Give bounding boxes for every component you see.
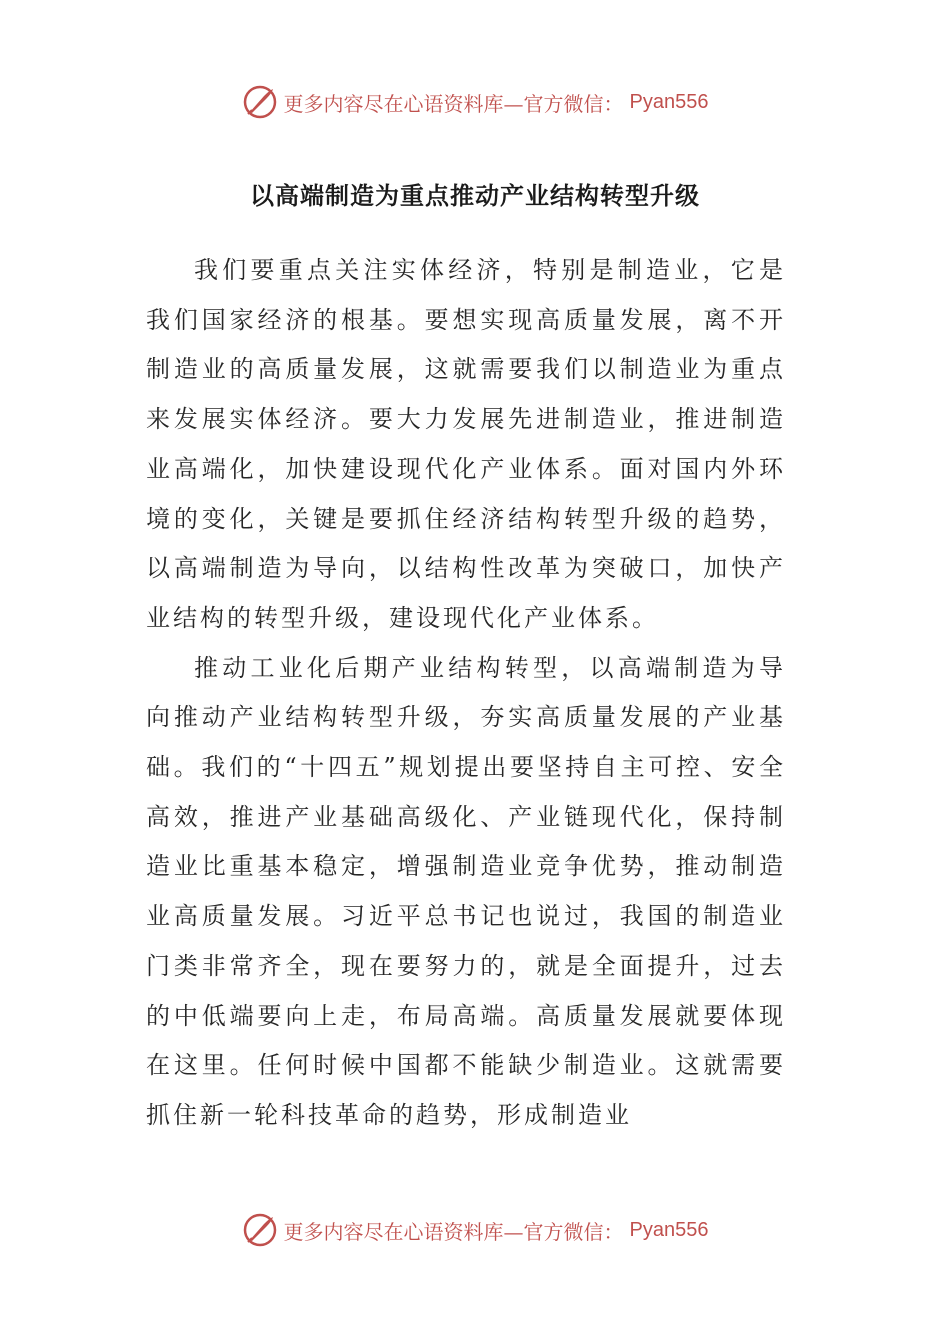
paragraph-1: 我们要重点关注实体经济，特别是制造业，它是我们国家经济的根基。要想实现高质量发展，离不开制造业的高质量发展，这就需要我们以制造业为重点来发展实体经济。要大力发展先进制造业，推进制造业高端化，加快建设现代化产业体系。面对国内外环境的变化，关键是要抓住经济结构转型升级的趋势，以高端制造为导向，以结构性改革为突破口，加快产业结构的转型升级，建设现代化产业体系。	[146, 256, 786, 632]
watermark-text: 更多内容尽在心语资料库—官方微信：	[283, 1219, 624, 1244]
footer-watermark	[0, 1210, 950, 1250]
header-watermark	[0, 82, 950, 122]
paragraph-2: 推动工业化后期产业结构转型，以高端制造为导向推动产业结构转型升级，夯实高质量发展的产业基础。我们的“十四五”规划提出要坚持自主可控、安全高效，推进产业基础高级化、产业链现代化，保持制造业比重基本稳定，增强制造业竞争优势，推动制造业高质量发展。习近平总书记也说过，我国的制造业门类非常齐全，现在要努力的，就是全面提升，过去的中低端要向上走，布局高端。高质量发展就要体现在这里。任何时候中国都不能缺少制造业。这就需要抓住新一轮科技革命的趋势，形成制造业	[146, 653, 786, 1129]
document-body	[146, 246, 786, 1141]
quill-pen-logo-icon	[242, 1212, 278, 1248]
watermark-wechat-id: Pyan556	[629, 1218, 709, 1241]
watermark-text: 更多内容尽在心语资料库—官方微信：	[283, 91, 624, 116]
watermark-wechat-id: Pyan556	[629, 90, 709, 113]
document-title: 以高端制造为重点推动产业结构转型升级	[250, 181, 700, 210]
quill-pen-logo-icon	[242, 84, 278, 120]
